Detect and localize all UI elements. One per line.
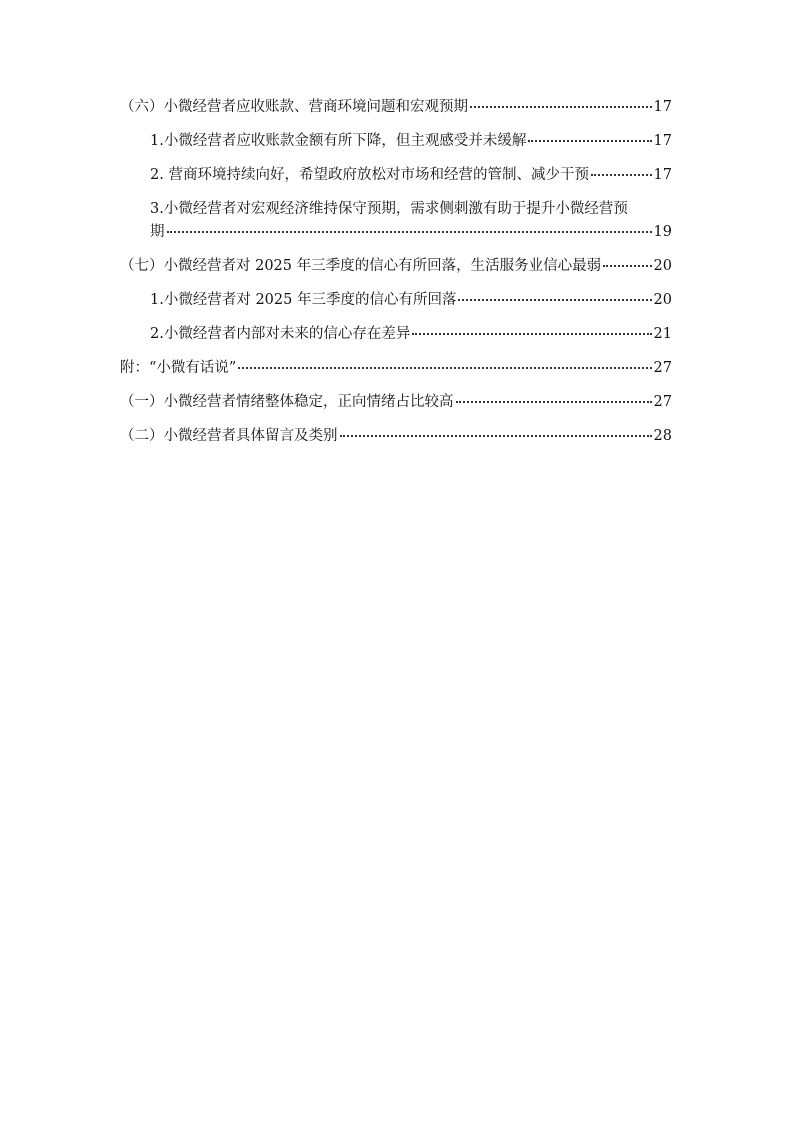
toc-leader-dots	[458, 298, 651, 301]
toc-page-number: 17	[653, 133, 672, 149]
toc-entry-section-7[interactable]	[120, 255, 672, 278]
toc-page-number: 27	[653, 394, 672, 410]
toc-page-number: 20	[653, 292, 672, 308]
toc-page-number: 21	[653, 326, 672, 342]
toc-entry-appendix[interactable]	[120, 357, 672, 380]
toc-entry-appendix-2[interactable]	[120, 425, 672, 448]
toc-entry-title: 1.小微经营者对 2025 年三季度的信心有所回落	[150, 292, 457, 308]
toc-leader-dots	[603, 264, 651, 267]
toc-leader-dots	[340, 434, 652, 437]
toc-leader-dots	[528, 139, 651, 142]
toc-entry-section-6[interactable]	[120, 96, 672, 119]
toc-entry-7-2[interactable]	[120, 323, 672, 346]
toc-leader-dots	[167, 230, 652, 233]
toc-entry-6-3[interactable]	[120, 198, 672, 244]
toc-leader-dots	[456, 400, 652, 403]
toc-entry-title: （一）小微经营者情绪整体稳定，正向情绪占比较高	[120, 394, 454, 410]
toc-page-number: 19	[653, 224, 672, 240]
toc-page-number: 27	[653, 360, 672, 376]
toc-entry-title: 2. 营商环境持续向好，希望政府放松对市场和经营的管制、减少干预	[150, 167, 589, 183]
toc-leader-dots	[591, 173, 652, 176]
toc-entry-title: 1.小微经营者应收账款金额有所下降，但主观感受并未缓解	[150, 133, 527, 149]
toc-entry-6-2[interactable]	[120, 164, 672, 187]
toc-entry-6-1[interactable]	[120, 130, 672, 153]
toc-entry-title-line2: 期	[150, 224, 165, 240]
toc-page-number: 17	[653, 99, 672, 115]
toc-page-number: 28	[653, 428, 672, 444]
toc-entry-title-line1: 3.小微经营者对宏观经济维持保守预期，需求侧刺激有助于提升小微经营预	[150, 201, 628, 217]
toc-entry-title: 附：“小微有话说”	[120, 360, 237, 376]
toc-entry-title: （六）小微经营者应收账款、营商环境问题和宏观预期	[120, 99, 468, 115]
toc-entry-appendix-1[interactable]	[120, 391, 672, 414]
toc-entry-title: 2.小微经营者内部对未来的信心存在差异	[150, 326, 411, 342]
toc-entry-title: （二）小微经营者具体留言及类别	[120, 428, 338, 444]
toc-page-number: 20	[653, 258, 672, 274]
toc-leader-dots	[412, 332, 651, 335]
toc-leader-dots	[238, 366, 651, 369]
toc-entry-7-1[interactable]	[120, 289, 672, 312]
toc-leader-dots	[470, 105, 652, 108]
toc-page-number: 17	[653, 167, 672, 183]
table-of-contents	[120, 96, 672, 459]
toc-entry-title: （七）小微经营者对 2025 年三季度的信心有所回落，生活服务业信心最弱	[120, 258, 602, 274]
